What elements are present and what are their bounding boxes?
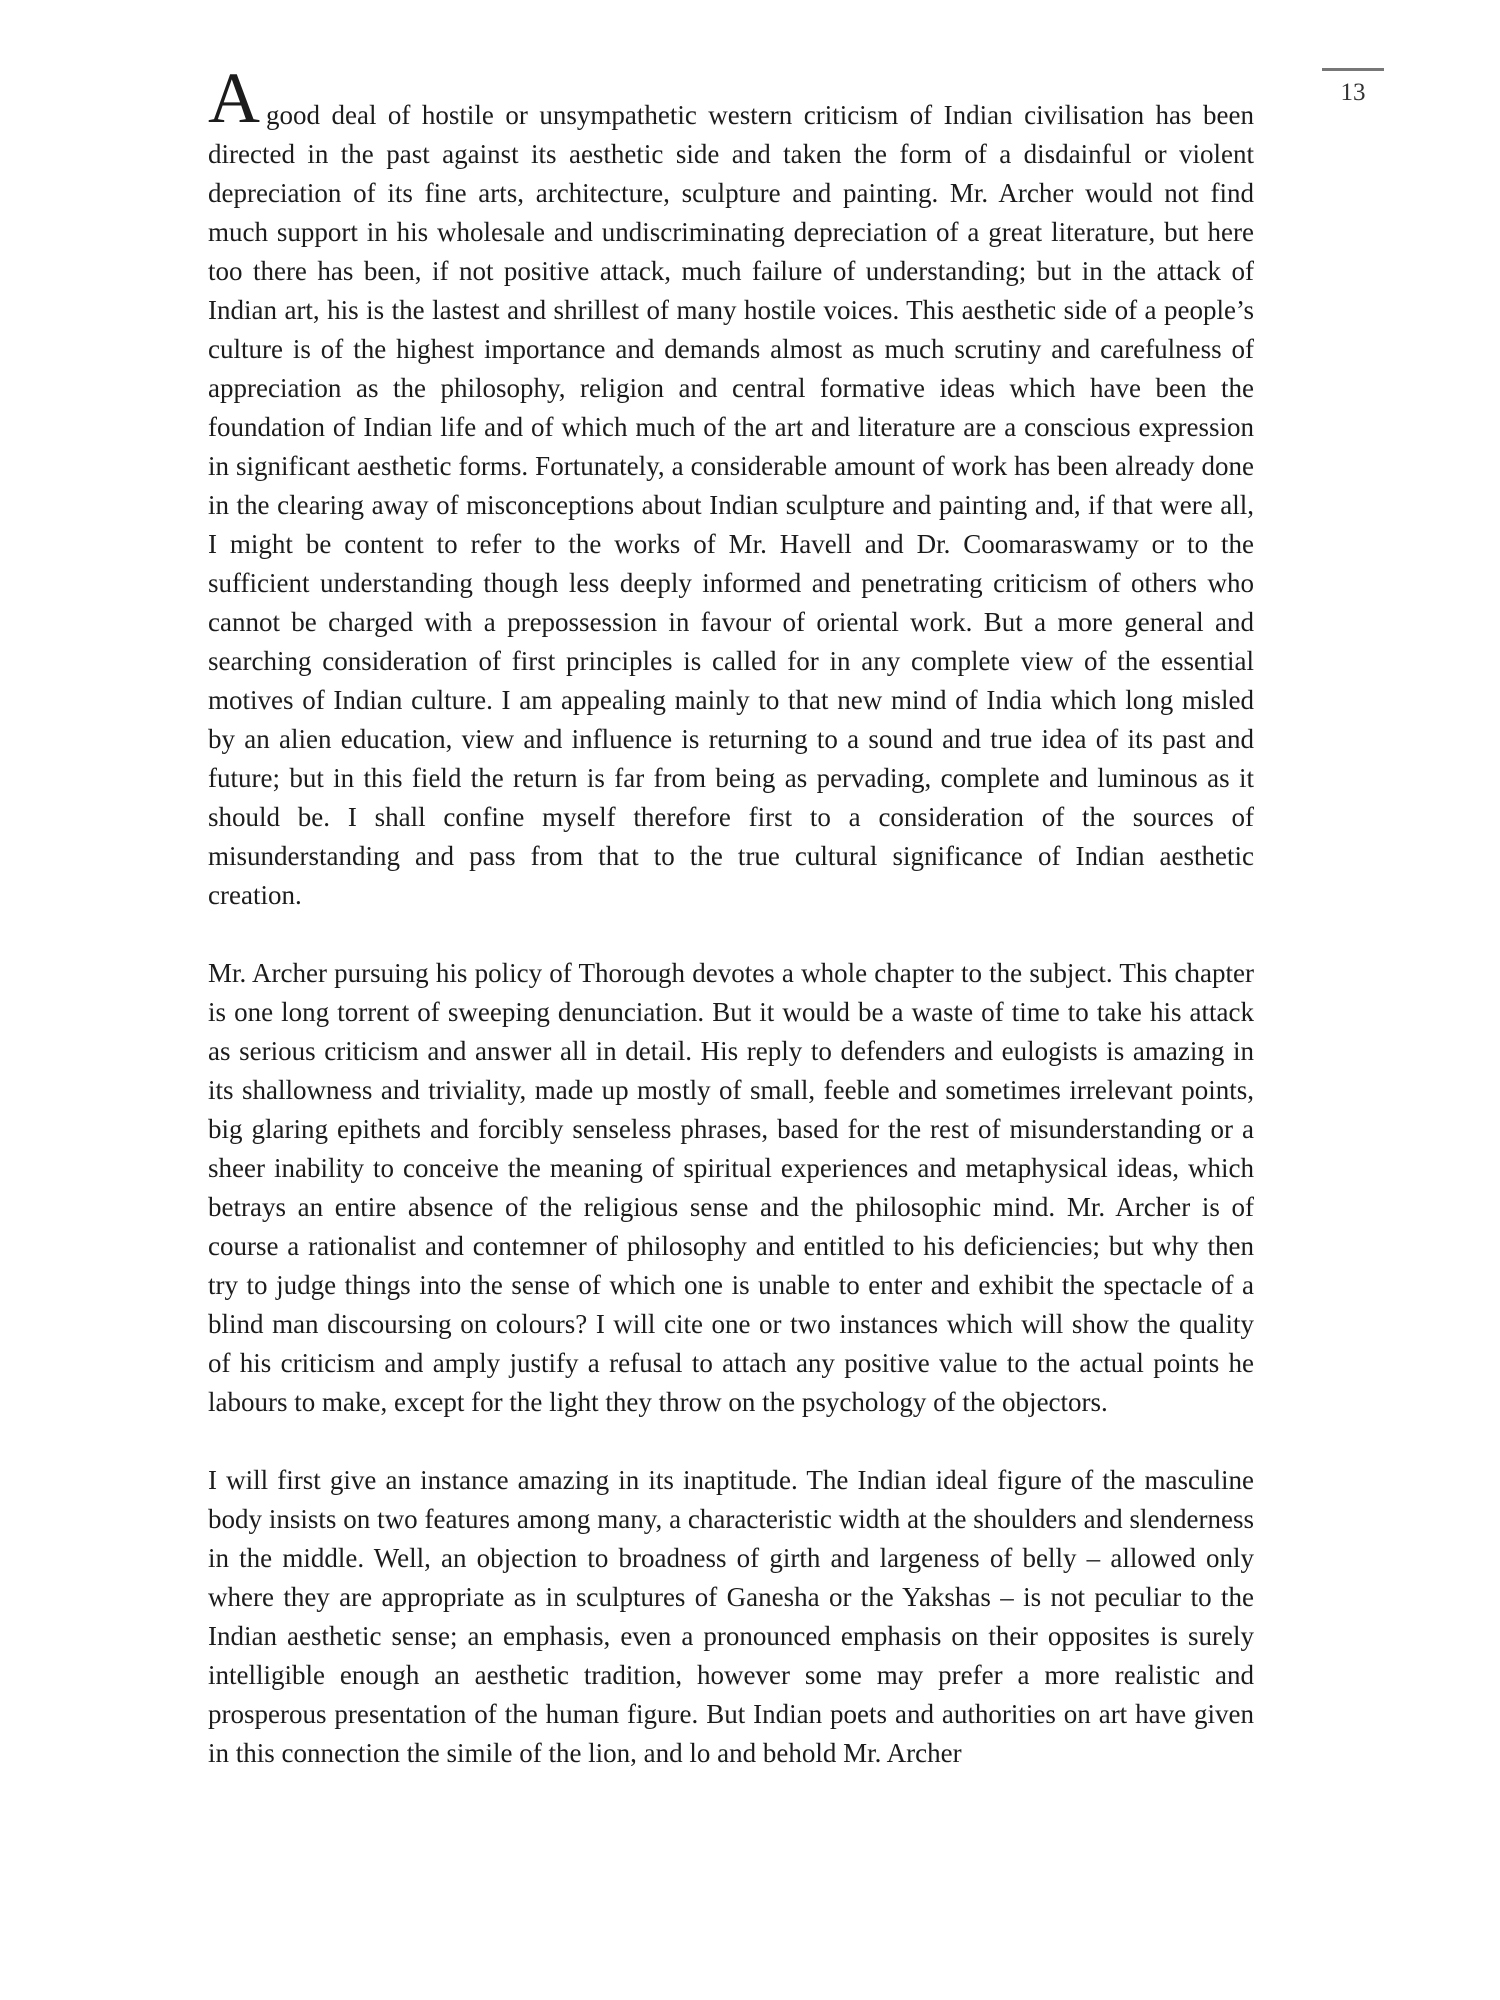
page-number-rule (1322, 68, 1384, 71)
paragraph-2: Mr. Archer pursuing his policy of Thorough devotes a whole chapter to the subject. This chapter is one long torrent of sweeping denunciation. But it would be a waste of time to take his attack as serious criticism and answer all in detail. His reply to defenders and eulogists is amazing in its shallowness and triviality, made up mostly of small, feeble and sometimes irrelevant points, big glaring epithets and forcibly senseless phrases, based for the rest of misunderstanding or a sheer inability to conceive the meaning of spiritual experiences and metaphysical ideas, which betrays an entire absence of the religious sense and the philosophic mind. Mr. Archer is of course a rationalist and contemner of philosophy and entitled to his deficiencies; but why then try to judge things into the sense of which one is unable to enter and exhibit the spectacle of a blind man discoursing on colours? I will cite one or two instances which will show the quality of his criticism and amply justify a refusal to attach any positive value to the actual points he labours to make, except for the light they throw on the psychology of the objectors. (208, 958, 1254, 1417)
paragraph-3: I will first give an instance amazing in its inaptitude. The Indian ideal figure of the masculine body insists on two features among many, a characteristic width at the shoulders and slenderness in the middle. Well, an objection to broadness of girth and largeness of belly – allowed only where they are appropriate as in sculptures of Ganesha or the Yakshas – is not peculiar to the Indian aesthetic sense; an emphasis, even a pronounced emphasis on their opposites is surely intelligible enough an aesthetic tradition, however some may prefer a more realistic and prosperous presentation of the human figure. But Indian poets and authorities on art have given in this connection the simile of the lion, and lo and behold Mr. Archer (208, 1465, 1254, 1768)
drop-cap: A (208, 58, 260, 138)
paragraph-1 (208, 58, 1254, 915)
paragraph-1-text: good deal of hostile or unsympathetic western criticism of Indian civilisation has been directed in the past against its aesthetic side and taken the form of a disdainful or violent depreciation of its fine arts, architecture, sculpture and painting. Mr. Archer would not find much support in his wholesale and undiscriminating depreciation of a great literature, but here too there has been, if not positive attack, much failure of understanding; but in the attack of Indian art, his is the lastest and shrillest of many hostile voices. This aesthetic side of a people’s culture is of the highest importance and demands almost as much scrutiny and carefulness of appreciation as the philosophy, religion and central formative ideas which have been the foundation of Indian life and of which much of the art and literature are a conscious expression in significant aesthetic forms. Fortunately, a considerable amount of work has been already done in the clearing away of misconceptions about Indian sculpture and painting and, if that were all, I might be content to refer to the works of Mr. Havell and Dr. Coomaraswamy or to the sufficient understanding though less deeply informed and penetrating criticism of others who cannot be charged with a prepossession in favour of oriental work. But a more general and searching consideration of first principles is called for in any complete view of the essential motives of Indian culture. I am appealing mainly to that new mind of India which long misled by an alien education, view and influence is returning to a sound and true idea of its past and future; but in this field the return is far from being as pervading, complete and luminous as it should be. I shall confine myself therefore first to a consideration of the sources of misunderstanding and pass from that to the true cultural significance of Indian aesthetic creation. (208, 100, 1254, 910)
body-text (208, 58, 1254, 1773)
page-number: 13 (1340, 79, 1366, 106)
